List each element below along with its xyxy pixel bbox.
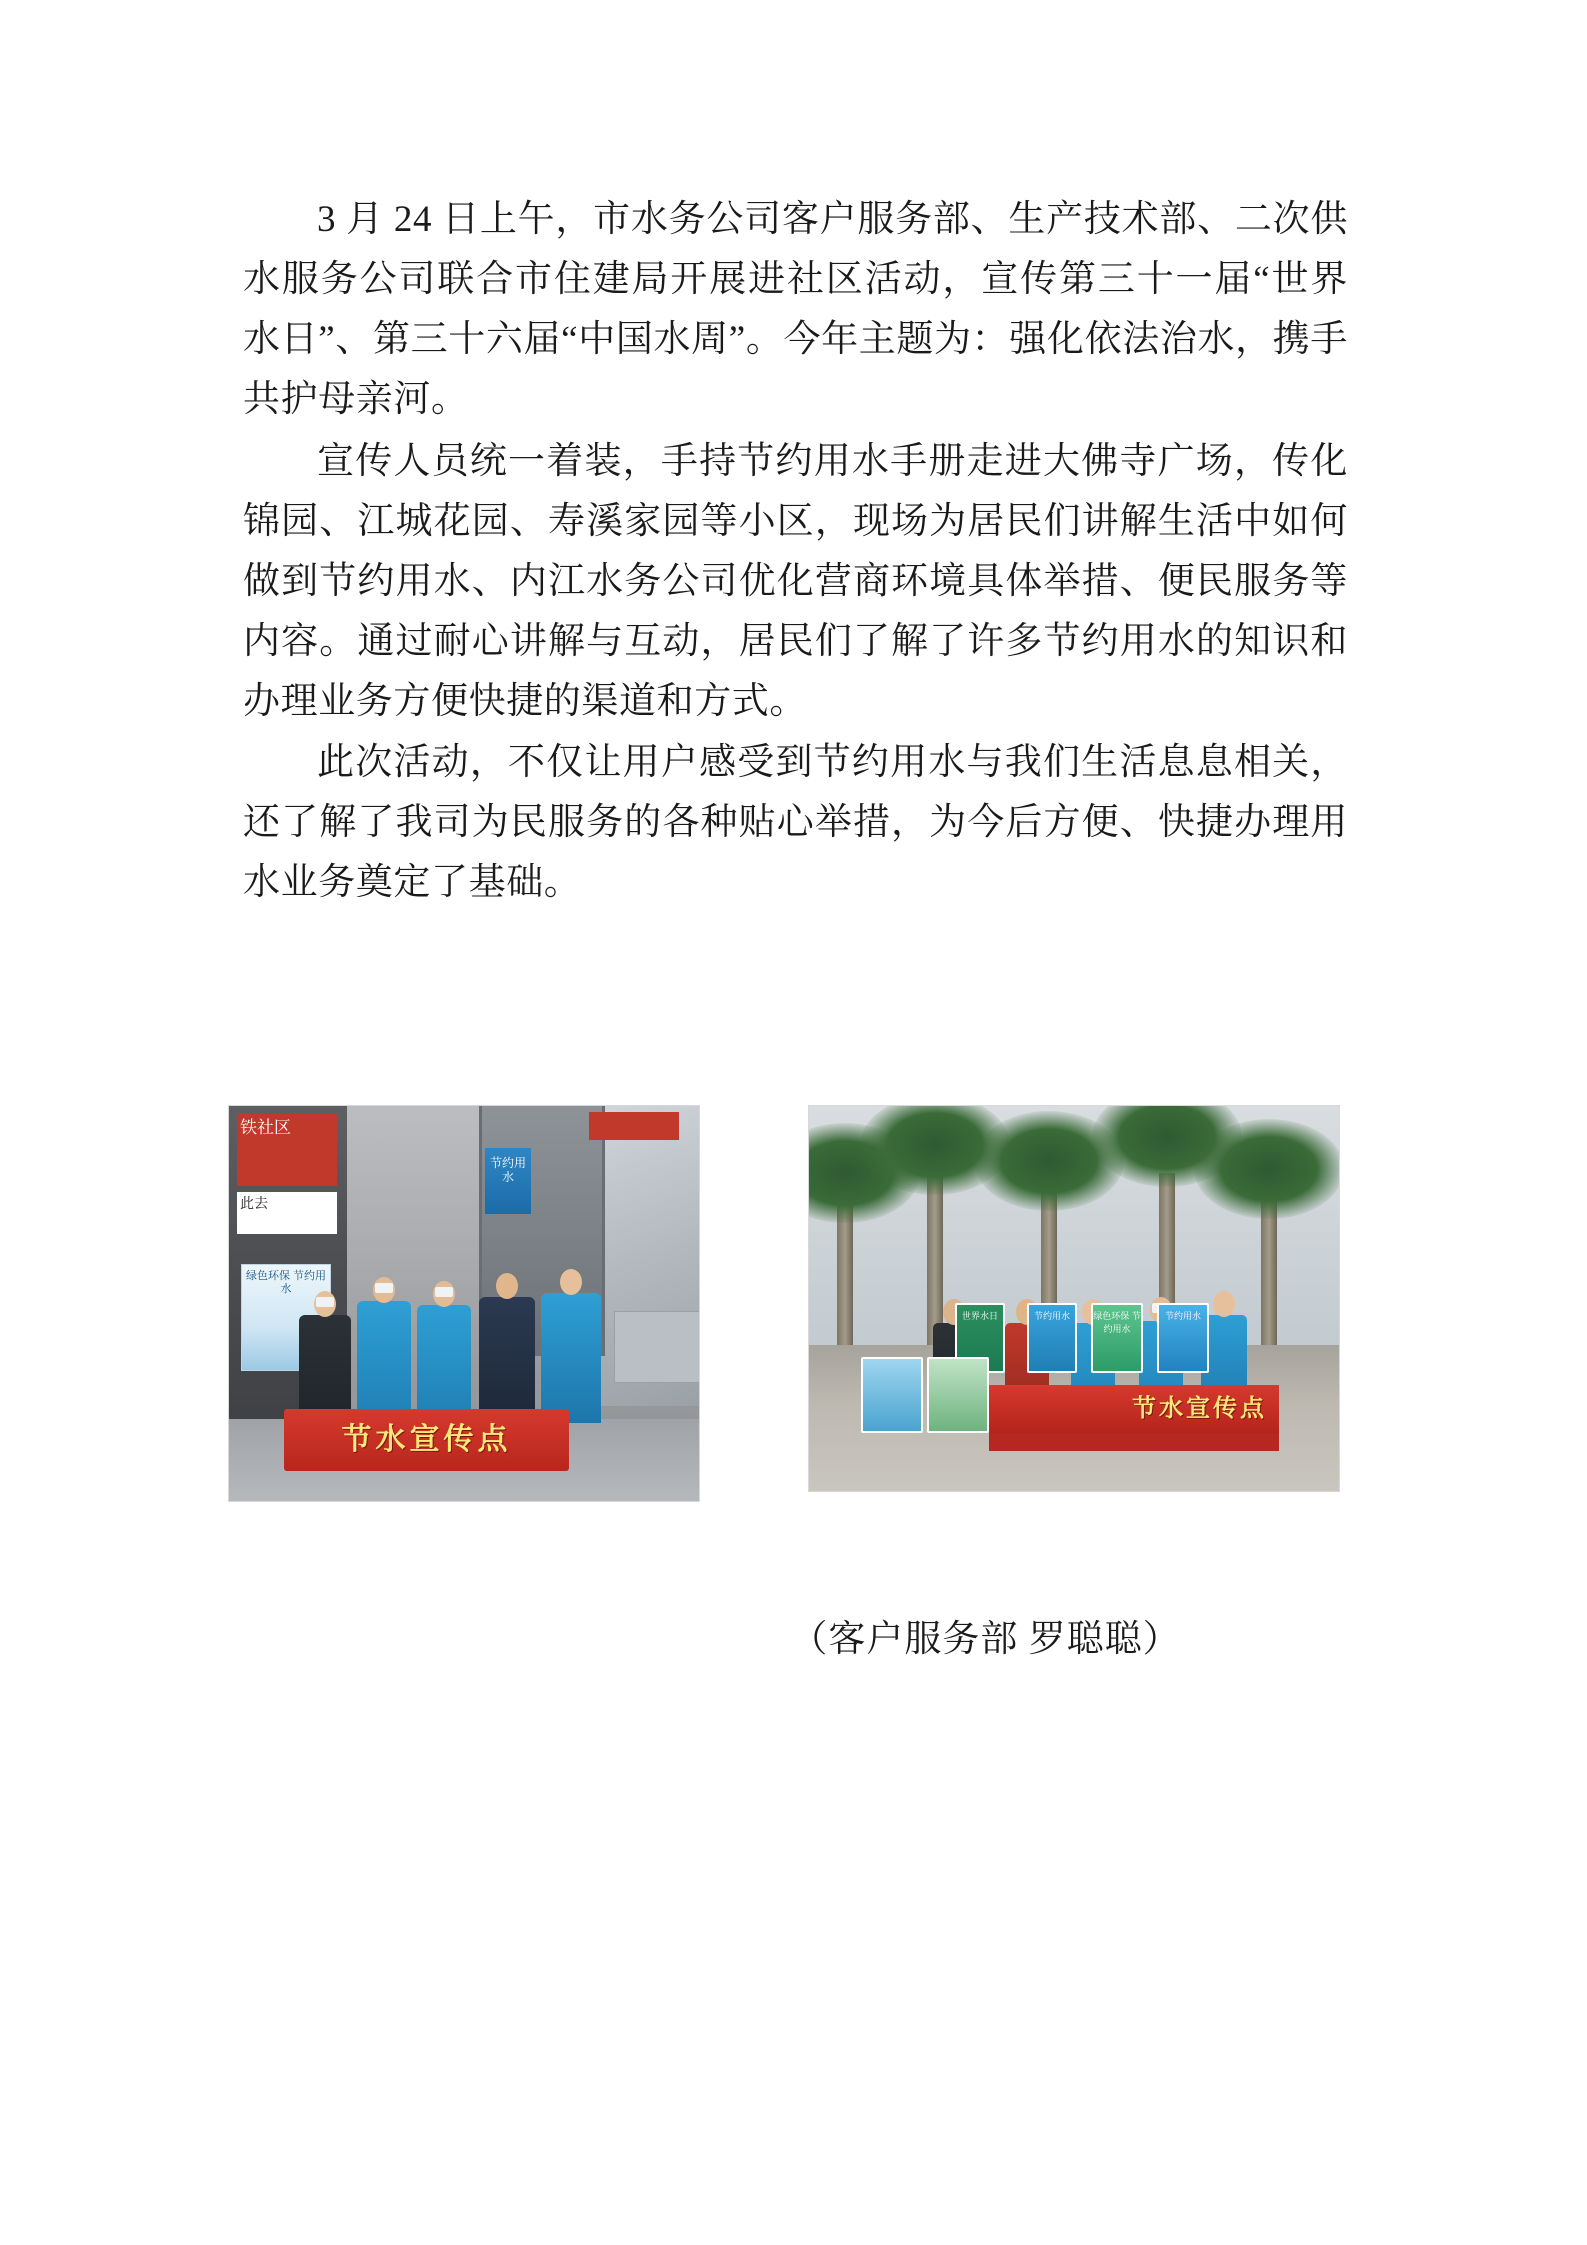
- right-photo-person-5-head: [1213, 1291, 1235, 1317]
- right-photo-board-2: [1027, 1303, 1077, 1373]
- paragraph-1: 3 月 24 日上午，市水务公司客户服务部、生产技术部、二次供水服务公司联合市住建局开展进社区活动，宣传第三十一届“世界水日”、第三十六届“中国水周”。今年主题为：强化依法治水，携手共护母亲河。: [243, 199, 1348, 420]
- right-photo-banner: [989, 1385, 1279, 1433]
- left-photo-held-poster: [485, 1148, 531, 1214]
- right-photo-board-3: [1091, 1303, 1143, 1373]
- left-photo-direction-sign-text: 此去: [240, 1195, 268, 1211]
- document-signature: （客户服务部 罗聪聪）: [790, 1619, 1181, 1660]
- left-photo-community-sign: [237, 1114, 337, 1186]
- document-body: [243, 190, 1348, 915]
- right-photo-board-1-text: 世界水日: [961, 1311, 998, 1321]
- left-photo-scene: [229, 1106, 699, 1501]
- left-photo-wall-poster-text: 绿色环保 节约用水: [245, 1270, 327, 1295]
- figure-group: [228, 1105, 1368, 1500]
- left-photo-person-3: [417, 1305, 471, 1423]
- left-photo-person-2-mask: [375, 1283, 393, 1293]
- left-photo-community-sign-text: 铁社区: [240, 1118, 291, 1137]
- paragraph-3: 此次活动，不仅让用户感受到节约用水与我们生活息息相关，还了解了我司为民服务的各种贴心举措，为今后方便、快捷办理用水业务奠定了基础。: [243, 742, 1348, 904]
- right-photo-board-4: [1157, 1303, 1209, 1373]
- left-photo-person-3-head: [433, 1281, 455, 1307]
- right-photo-scene: [809, 1106, 1339, 1491]
- left-photo-red-plate: [589, 1112, 679, 1140]
- left-photo-person-1: [299, 1315, 351, 1423]
- right-photo-banner-text: 节水宣传点: [1132, 1395, 1267, 1422]
- left-photo-person-3-mask: [435, 1287, 453, 1297]
- right-photo-table-board-left: [861, 1357, 923, 1433]
- figure-left-photo: [228, 1105, 700, 1502]
- left-photo-banner: [284, 1409, 569, 1471]
- left-photo-held-poster-text: 节约用水: [489, 1156, 526, 1184]
- paragraph-2: 宣传人员统一着装，手持节约用水手册走进大佛寺广场，传化锦园、江城花园、寿溪家园等小区，现场为居民们讲解生活中如何做到节约用水、内江水务公司优化营商环境具体举措、便民服务等内容。通过耐心讲解与互动，居民们了解了许多节约用水的知识和办理业务方便快捷的渠道和方式。: [243, 440, 1348, 722]
- right-photo-board-4-text: 节约用水: [1164, 1311, 1201, 1321]
- right-photo-board-3-text: 绿色环保 节约用水: [1093, 1311, 1141, 1334]
- left-photo-person-1-mask: [316, 1297, 334, 1307]
- right-photo-palm-5-fronds: [1194, 1119, 1340, 1219]
- left-photo-person-2: [357, 1301, 411, 1423]
- left-photo-direction-sign: [237, 1192, 337, 1234]
- left-photo-person-5-head: [560, 1269, 582, 1295]
- right-photo-table-board-mid: [927, 1357, 989, 1433]
- left-photo-person-1-head: [314, 1291, 336, 1317]
- left-photo-person-4: [479, 1297, 535, 1423]
- left-photo-turnstile: [614, 1311, 700, 1383]
- left-photo-person-5: [541, 1293, 601, 1423]
- right-photo-palm-1: [837, 1197, 853, 1345]
- right-photo-palm-5: [1261, 1195, 1277, 1345]
- right-photo-board-2-text: 节约用水: [1033, 1311, 1070, 1321]
- left-photo-person-2-head: [373, 1277, 395, 1303]
- figure-right-photo: [808, 1105, 1340, 1492]
- left-photo-banner-text: 节水宣传点: [341, 1423, 512, 1456]
- right-photo-palm-2: [927, 1177, 943, 1345]
- left-photo-person-4-head: [496, 1273, 518, 1299]
